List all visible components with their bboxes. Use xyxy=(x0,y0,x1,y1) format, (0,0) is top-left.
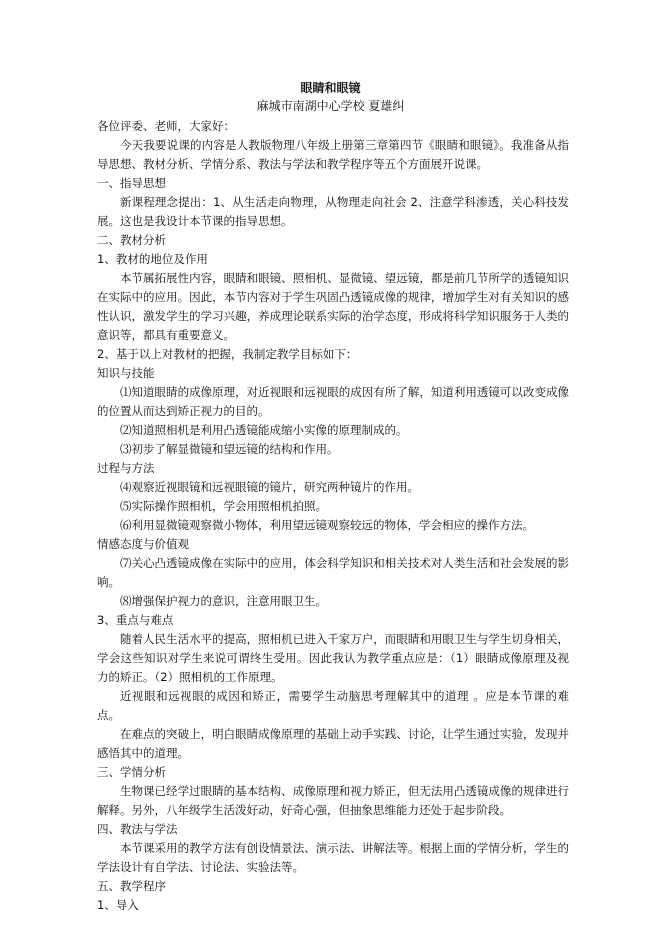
paragraph: 1、导入 xyxy=(97,898,139,912)
paragraph: 情感态度与价值观 xyxy=(97,537,189,551)
paragraph: 四、教法与学法 xyxy=(97,822,178,836)
paragraph: ⑶初步了解显微镜和望远镜的结构和作用。 xyxy=(120,442,339,456)
paragraph: 本节属拓展性内容，眼睛和眼镜、照相机、显微镜、望远镜，都是前几节所学的透镜知识在实际中的应用。因此，本节内容对于学生巩固凸透镜成像的规律，增加学生对有关知识的感性认识，激发学生的学习兴趣，养成理论联系实际的治学态度，形成将科学知识服务于人类的意识等，都具有重要意义。 xyxy=(97,271,569,342)
paragraph: ⑸实际操作照相机，学会用照相机拍照。 xyxy=(120,499,327,513)
paragraph: 新课程理念提出：1、从生活走向物理，从物理走向社会 2、注意学科渗透，关心科技发展。这也是我设计本节课的指导思想。 xyxy=(97,195,569,228)
document-body xyxy=(97,117,569,915)
paragraph: 知识与技能 xyxy=(97,366,155,380)
paragraph: 2、基于以上对教材的把握，我制定教学目标如下： xyxy=(97,347,358,361)
paragraph: 生物课已经学过眼睛的基本结构、成像原理和视力矫正，但无法用凸透镜成像的规律进行解释。另外，八年级学生活泼好动，好奇心强，但抽象思维能力还处于起步阶段。 xyxy=(97,784,569,817)
paragraph: 今天我要说课的内容是人教版物理八年级上册第三章第四节《眼睛和眼镜》。我准备从指导思想、教材分析、学情分系、教法与学法和教学程序等五个方面展开说课。 xyxy=(97,138,569,171)
document-title: 眼睛和眼镜 xyxy=(300,81,361,95)
paragraph: 三、学情分析 xyxy=(97,765,166,779)
paragraph: 一、指导思想 xyxy=(97,176,166,190)
paragraph: ⑻增强保护视力的意识，注意用眼卫生。 xyxy=(120,594,327,608)
paragraph: 在难点的突破上，明白眼睛成像原理的基础上动手实践、讨论，让学生通过实验，发现并感悟其中的道理。 xyxy=(97,727,569,760)
paragraph: 五、教学程序 xyxy=(97,879,166,893)
paragraph: 1、教材的地位及作用 xyxy=(97,252,208,266)
paragraph: 随着人民生活水平的提高，照相机已进入千家万户，而眼睛和用眼卫生与学生切身相关，学会这些知识对学生来说可谓终生受用。因此我认为教学重点应是：（1）眼睛成像原理及视力的矫正。（2）照相机的工作原理。 xyxy=(97,632,569,684)
paragraph: 过程与方法 xyxy=(97,461,155,475)
paragraph: ⑴知道眼睛的成像原理，对近视眼和远视眼的成因有所了解，知道利用透镜可以改变成像的位置从而达到矫正视力的目的。 xyxy=(97,385,569,418)
paragraph: ⑵知道照相机是利用凸透镜能成缩小实像的原理制成的。 xyxy=(120,423,408,437)
paragraph: 近视眼和远视眼的成因和矫正，需要学生动脑思考理解其中的道理 。应是本节课的难点。 xyxy=(97,689,569,722)
paragraph: ⑺关心凸透镜成像在实际中的应用，体会科学知识和相关技术对人类生活和社会发展的影响。 xyxy=(97,556,569,589)
paragraph: 3、重点与难点 xyxy=(97,613,174,627)
paragraph: ⑷观察近视眼镜和远视眼镜的镜片，研究两种镜片的作用。 xyxy=(120,480,419,494)
author-line: 麻城市南湖中心学校 夏雄纠 xyxy=(256,99,405,113)
paragraph: 本节课采用的教学方法有创设情景法、演示法、讲解法等。根据上面的学情分析，学生的学法设计有自学法、讨论法、实验法等。 xyxy=(97,841,569,874)
paragraph: 二、教材分析 xyxy=(97,233,166,247)
paragraph: 各位评委、老师，大家好： xyxy=(97,119,235,133)
paragraph: ⑹利用显微镜观察微小物体，利用望远镜观察较远的物体，学会相应的操作方法。 xyxy=(120,518,534,532)
